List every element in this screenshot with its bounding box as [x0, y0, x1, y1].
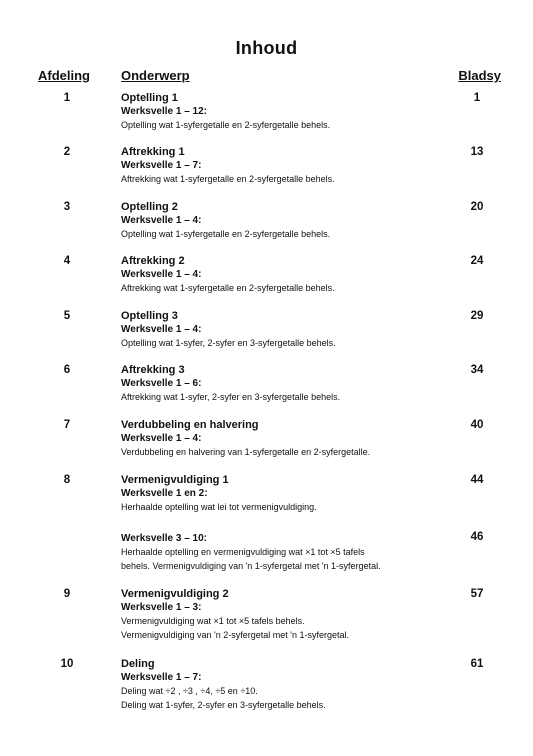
section-number: 2: [63, 146, 71, 158]
page-number: 40: [470, 419, 484, 431]
topic-description: Vermenigvuldiging van 'n 2-syfergetal met 'n 1-syfergetal.: [121, 630, 350, 640]
page-number: 1: [473, 92, 481, 104]
worksheet-range: Werksvelle 1 – 7:: [121, 160, 202, 171]
page-number: 24: [470, 255, 484, 267]
section-number: 8: [63, 474, 71, 486]
entry-body: [121, 255, 451, 295]
section-number: 1: [63, 92, 71, 104]
topic-title: Optelling 1: [121, 92, 178, 104]
topic-title: Aftrekking 2: [121, 255, 185, 267]
topic-description: Deling wat 1-syfer, 2-syfer en 3-syfergetalle behels.: [121, 700, 326, 710]
worksheet-range: Werksvelle 1 – 12:: [121, 106, 207, 117]
worksheet-range: Werksvelle 1 – 3:: [121, 602, 202, 613]
topic-description: Optelling wat 1-syfer, 2-syfer en 3-syfergetalle behels.: [121, 338, 336, 348]
worksheet-range: Werksvelle 1 – 4:: [121, 215, 202, 226]
worksheet-range: Werksvelle 1 – 6:: [121, 378, 202, 389]
topic-description: Deling wat ÷2 , ÷3 , ÷4, ÷5 en ÷10.: [121, 686, 258, 696]
entry-body: [121, 364, 451, 404]
worksheet-range: Werksvelle 3 – 10:: [121, 533, 207, 544]
topic-description: Aftrekking wat 1-syfer, 2-syfer en 3-syfergetalle behels.: [121, 392, 341, 402]
topic-description: Herhaalde optelling en vermenigvuldiging wat ×1 tot ×5 tafels: [121, 547, 365, 557]
topic-description: Aftrekking wat 1-syfergetalle en 2-syfergetalle behels.: [121, 174, 335, 184]
section-number: 4: [63, 255, 71, 267]
topic-title: Verdubbeling en halvering: [121, 419, 259, 431]
section-number: 7: [63, 419, 71, 431]
entry-body: [121, 474, 451, 573]
topic-title: Aftrekking 1: [121, 146, 185, 158]
page-number: 29: [470, 310, 484, 322]
topic-title: Vermenigvuldiging 1: [121, 474, 229, 486]
page-number: 44: [470, 474, 484, 486]
entry-body: [121, 658, 451, 712]
entry-body: [121, 588, 451, 642]
column-header-page: Bladsy: [458, 68, 501, 83]
section-number: 5: [63, 310, 71, 322]
topic-title: Aftrekking 3: [121, 364, 185, 376]
page-number: 61: [470, 658, 484, 670]
section-number: 3: [63, 201, 71, 213]
section-number: 10: [60, 658, 74, 670]
page-number: 20: [470, 201, 484, 213]
entry-body: [121, 201, 451, 241]
topic-description: Optelling wat 1-syfergetalle en 2-syfergetalle behels.: [121, 120, 331, 130]
worksheet-range: Werksvelle 1 – 4:: [121, 324, 202, 335]
topic-title: Optelling 2: [121, 201, 178, 213]
topic-description: behels. Vermenigvuldiging van 'n 1-syfergetal met 'n 1-syfergetal.: [121, 561, 381, 571]
column-header-section: Afdeling: [38, 68, 90, 83]
column-header-topic: Onderwerp: [121, 68, 190, 83]
page-number: 46: [470, 531, 484, 543]
entry-body: [121, 310, 451, 350]
topic-title: Optelling 3: [121, 310, 178, 322]
section-number: 6: [63, 364, 71, 376]
section-number: 9: [63, 588, 71, 600]
worksheet-range: Werksvelle 1 en 2:: [121, 488, 208, 499]
topic-description: Aftrekking wat 1-syfergetalle en 2-syfergetalle behels.: [121, 283, 335, 293]
topic-description: Verdubbeling en halvering van 1-syfergetalle en 2-syfergetalle.: [121, 447, 371, 457]
page-number: 34: [470, 364, 484, 376]
entry-body: [121, 146, 451, 186]
entry-body: [121, 92, 451, 132]
worksheet-range: Werksvelle 1 – 4:: [121, 269, 202, 280]
topic-title: Vermenigvuldiging 2: [121, 588, 229, 600]
worksheet-range: Werksvelle 1 – 7:: [121, 672, 202, 683]
page-number: 57: [470, 588, 484, 600]
topic-description: Vermenigvuldiging wat ×1 tot ×5 tafels behels.: [121, 616, 305, 626]
page-title: Inhoud: [235, 38, 298, 58]
topic-title: Deling: [121, 658, 155, 670]
sub-entry: [121, 532, 451, 573]
page-number: 13: [470, 146, 484, 158]
topic-description: Optelling wat 1-syfergetalle en 2-syfergetalle behels.: [121, 229, 331, 239]
entry-body: [121, 419, 451, 459]
topic-description: Herhaalde optelling wat lei tot vermenigvuldiging.: [121, 502, 317, 512]
worksheet-range: Werksvelle 1 – 4:: [121, 433, 202, 444]
